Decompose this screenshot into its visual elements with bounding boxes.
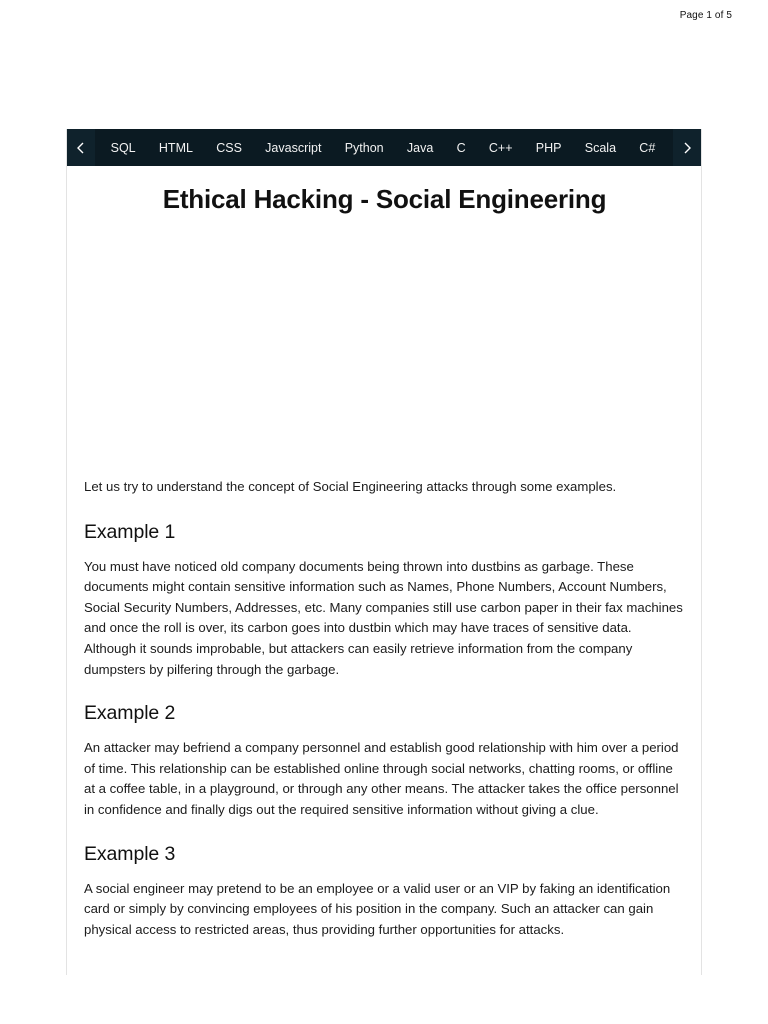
nav-item-sql[interactable]: SQL bbox=[110, 140, 136, 155]
page-title: Ethical Hacking - Social Engineering bbox=[162, 184, 607, 214]
nav-item-scala[interactable]: Scala bbox=[584, 140, 617, 155]
section-text-example-1: You must have noticed old company documents being thrown into dustbins as garbage. These documents might contain sensitive information such as Names, Phone Numbers, Account Numbers, Social Security Numbers, Addresses, etc. Many companies still use carbon paper in their fax machines and once the roll is over, its carbon goes into dustbin which may have traces of sensitive data. Although it sounds improbable, but attackers can easily retrieve information from the company dumpsters by pilfering through the garbage. bbox=[84, 558, 683, 677]
section-text-example-3: A social engineer may pretend to be an employee or a valid user or an VIP by faking an identification card or simply by convincing employees of his position in the company. Such an attacker can gain physical access to restricted areas, thus providing further opportunities for attacks. bbox=[84, 880, 671, 937]
section-heading-example-2: Example 2 bbox=[84, 702, 176, 725]
nav-item-php[interactable]: PHP bbox=[535, 140, 562, 155]
chevron-left-icon bbox=[76, 142, 86, 154]
ad-placeholder bbox=[84, 215, 685, 477]
nav-item-cpp[interactable]: C++ bbox=[488, 140, 513, 155]
section-text-example-2: An attacker may befriend a company personnel and establish good relationship with him over a period of time. This relationship can be established online through social networks, chatting rooms, or offline at a coffee table, in a playground, or through any other means. The attacker takes the office personnel in confidence and finally digs out the required sensitive information without giving a clue. bbox=[84, 740, 679, 817]
nav-item-css[interactable]: CSS bbox=[216, 140, 242, 155]
language-navbar bbox=[67, 129, 701, 166]
intro-paragraph: Let us try to understand the concept of Social Engineering attacks through some examples. bbox=[84, 479, 617, 494]
nav-item-csharp[interactable]: C# bbox=[639, 140, 656, 155]
article-frame bbox=[66, 129, 702, 975]
nav-prev-button[interactable] bbox=[67, 129, 95, 166]
page-indicator: Page 1 of 5 bbox=[679, 10, 732, 21]
nav-item-javascript[interactable]: Javascript bbox=[265, 140, 322, 155]
nav-next-button[interactable] bbox=[673, 129, 701, 166]
nav-item-c[interactable]: C bbox=[456, 140, 466, 155]
nav-item-html[interactable]: HTML bbox=[158, 140, 193, 155]
nav-items bbox=[95, 141, 673, 155]
nav-item-python[interactable]: Python bbox=[344, 140, 384, 155]
section-heading-example-3: Example 3 bbox=[84, 842, 176, 865]
section-heading-example-1: Example 1 bbox=[84, 520, 176, 543]
article-content bbox=[67, 184, 701, 940]
nav-item-java[interactable]: Java bbox=[406, 140, 434, 155]
chevron-right-icon bbox=[682, 142, 692, 154]
